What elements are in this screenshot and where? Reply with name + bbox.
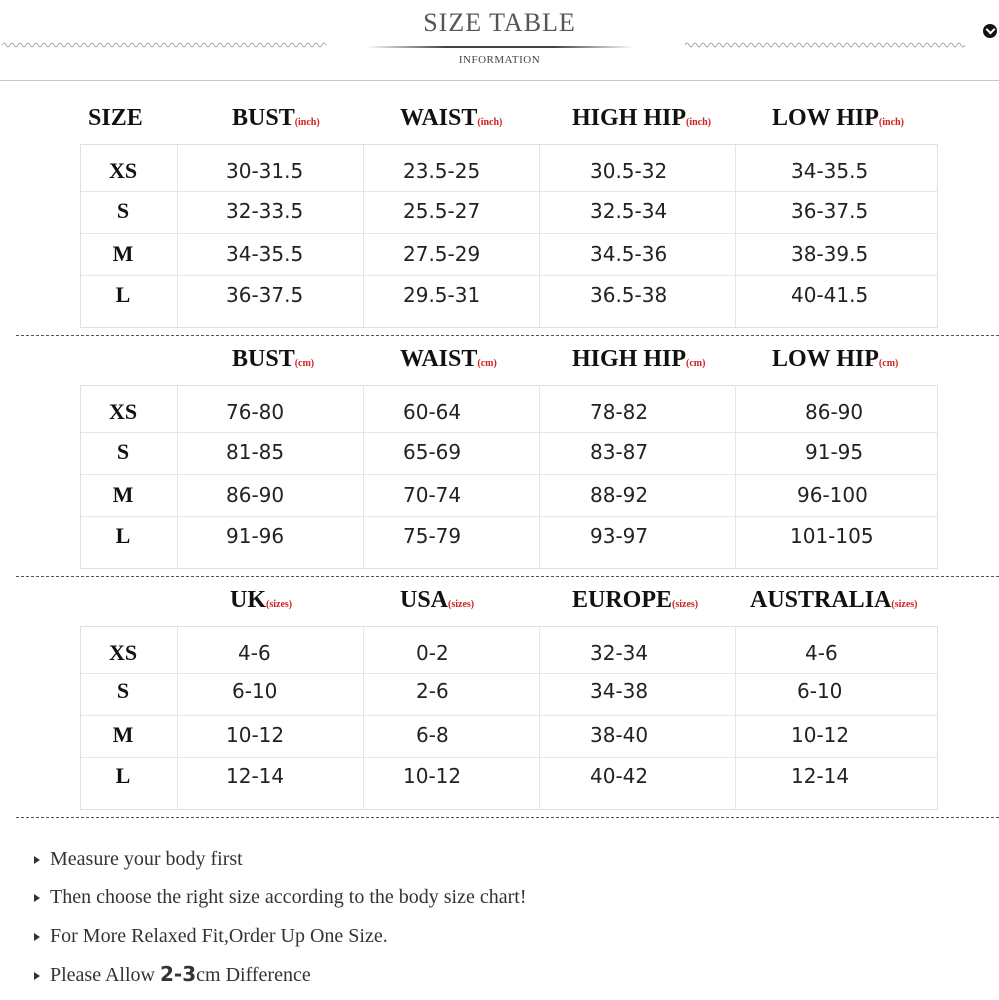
row-label-m: M (112, 241, 134, 266)
triangle-bullet-icon (34, 933, 40, 941)
row-label-l: L (115, 282, 131, 307)
section-divider (16, 817, 999, 818)
table-cell: 6-8 (416, 723, 449, 747)
row-label-m: M (112, 482, 134, 507)
section-divider (16, 576, 999, 577)
table-cell: 32.5-34 (590, 199, 668, 223)
unit-label: (inch) (686, 117, 712, 128)
page-subtitle: INFORMATION (458, 54, 541, 66)
section-divider (16, 335, 999, 336)
column-header-waist-cm: WAIST(cm) (400, 346, 497, 372)
column-header-low-hip-cm: LOW HIP(cm) (772, 346, 899, 372)
header (0, 0, 999, 82)
table-cell: 88-92 (590, 483, 649, 507)
table-cell: 6-10 (797, 679, 843, 703)
table-cell: 23.5-25 (403, 159, 481, 183)
table-cell: 76-80 (226, 400, 285, 424)
table-cell: 30-31.5 (226, 159, 304, 183)
column-header-high-hip-cm: HIGH HIP(cm) (572, 346, 706, 372)
table-cell: 34-38 (590, 679, 649, 703)
column-header-usa: USA(sizes) (400, 587, 475, 613)
table-cell: 6-10 (232, 679, 278, 703)
table-cell: 29.5-31 (403, 283, 481, 307)
row-label-l: L (115, 523, 131, 548)
unit-label: (sizes) (672, 599, 699, 610)
table-cell: 96-100 (797, 483, 868, 507)
row-label-l: L (115, 763, 131, 788)
column-header-uk: UK(sizes) (230, 587, 293, 613)
table-cell: 34.5-36 (590, 242, 668, 266)
triangle-bullet-icon (34, 972, 40, 980)
table-cell: 30.5-32 (590, 159, 668, 183)
title-underline (365, 46, 635, 48)
table-cell: 40-41.5 (791, 283, 869, 307)
note-item: Please Allow 2-3cm Difference (34, 961, 311, 988)
table-cell: 32-33.5 (226, 199, 304, 223)
note-item: Measure your body first (34, 846, 243, 872)
note-item: For More Relaxed Fit,Order Up One Size. (34, 923, 388, 949)
table-cell: 81-85 (226, 440, 285, 464)
table-cell: 12-14 (791, 764, 850, 788)
table-cell: 101-105 (790, 524, 874, 548)
triangle-bullet-icon (34, 856, 40, 864)
table-cell: 4-6 (238, 641, 271, 665)
decorative-wave-left (2, 40, 327, 50)
table-cell: 10-12 (226, 723, 285, 747)
header-divider (0, 80, 999, 81)
column-header-bust-cm: BUST(cm) (232, 346, 315, 372)
column-header-bust-inch: BUST(inch) (232, 105, 320, 131)
column-header-high-hip-inch: HIGH HIP(inch) (572, 105, 712, 131)
column-header-waist-inch: WAIST(inch) (400, 105, 503, 131)
unit-label: (cm) (878, 358, 899, 369)
table-cell: 10-12 (403, 764, 462, 788)
row-label-s: S (116, 439, 130, 464)
table-cell: 38-39.5 (791, 242, 869, 266)
column-header-australia: AUSTRALIA(sizes) (750, 587, 918, 613)
row-label-m: M (112, 722, 134, 747)
column-header-low-hip-inch: LOW HIP(inch) (772, 105, 904, 131)
table-cell: 0-2 (416, 641, 449, 665)
table-cell: 60-64 (403, 400, 462, 424)
row-label-xs: XS (108, 399, 138, 424)
table-cell: 86-90 (226, 483, 285, 507)
table-cell: 2-6 (416, 679, 449, 703)
unit-label: (sizes) (448, 599, 475, 610)
unit-label: (inch) (477, 117, 503, 128)
table-cell: 40-42 (590, 764, 649, 788)
row-label-xs: XS (108, 158, 138, 183)
table-cell: 34-35.5 (791, 159, 869, 183)
table-cell: 25.5-27 (403, 199, 481, 223)
table-cell: 4-6 (805, 641, 838, 665)
table-cell: 36.5-38 (590, 283, 668, 307)
table-cell: 10-12 (791, 723, 850, 747)
unit-label: (cm) (477, 358, 497, 369)
table-cell: 78-82 (590, 400, 649, 424)
column-header-europe: EUROPE(sizes) (572, 587, 699, 613)
decorative-wave-right (685, 40, 965, 50)
unit-label: (sizes) (266, 599, 293, 610)
chevron-down-icon[interactable] (983, 24, 997, 38)
table-cell: 36-37.5 (791, 199, 869, 223)
table-cell: 75-79 (403, 524, 462, 548)
table-cell: 86-90 (805, 400, 864, 424)
unit-label: (cm) (686, 358, 706, 369)
note-item: Then choose the right size according to the body size chart! (34, 884, 527, 910)
table-cell: 91-95 (805, 440, 864, 464)
row-label-s: S (116, 678, 130, 703)
table-cell: 91-96 (226, 524, 285, 548)
table-cell: 34-35.5 (226, 242, 304, 266)
size-column-header: SIZE (88, 105, 143, 131)
unit-label: (cm) (294, 358, 315, 369)
row-label-xs: XS (108, 640, 138, 665)
table-cell: 38-40 (590, 723, 649, 747)
unit-label: (inch) (878, 117, 904, 128)
difference-value: 2-3 (160, 962, 197, 986)
table-cell: 65-69 (403, 440, 462, 464)
unit-label: (sizes) (891, 599, 918, 610)
table-cell: 70-74 (403, 483, 462, 507)
table-cell: 32-34 (590, 641, 649, 665)
unit-label: (inch) (294, 117, 320, 128)
row-label-s: S (116, 198, 130, 223)
table-cell: 83-87 (590, 440, 649, 464)
table-cell: 36-37.5 (226, 283, 304, 307)
table-cell: 27.5-29 (403, 242, 481, 266)
table-cell: 12-14 (226, 764, 285, 788)
page-title: SIZE TABLE (423, 8, 576, 37)
triangle-bullet-icon (34, 894, 40, 902)
table-cell: 93-97 (590, 524, 649, 548)
